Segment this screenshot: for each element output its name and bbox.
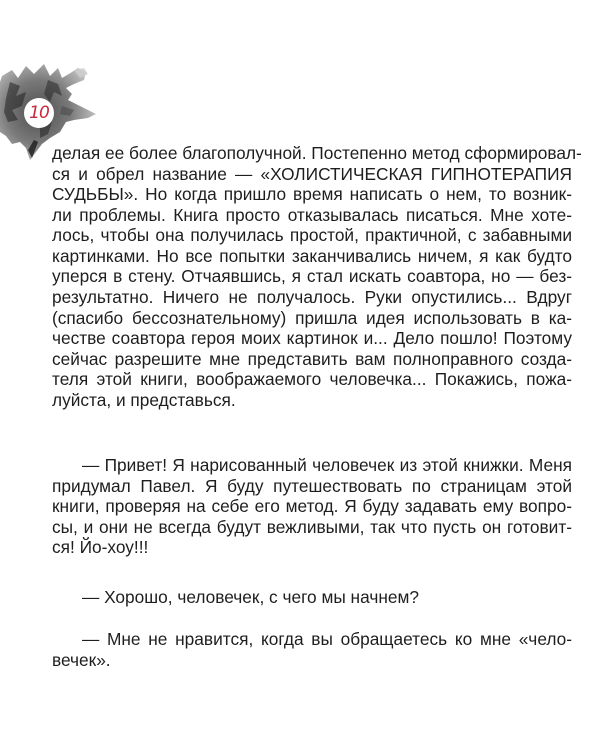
text-line: книги, проверяя на себе его метод. Я буду задавать ему вопро- [52,496,572,516]
page-number: 10 [24,98,54,128]
text-line: результатно. Ничего не получалось. Руки опустились... Вдруг [52,287,572,307]
text-line: картинками. Но все попытки заканчивались ничем, я как будто [52,246,572,266]
text-line: — Привет! Я нарисованный человечек из этой книжки. Меня [82,455,572,475]
text-line: уперся в стену. Отчаявшись, я стал искать соавтора, но — без- [52,266,572,286]
text-line: сы, и они не всегда будут вежливыми, так что пусть он готовит- [52,517,572,537]
text-line: придумал Павел. Я буду путешествовать по страницам этой [52,476,572,496]
text-line: лось, чтобы она получилась простой, практичной, с забавными [52,225,572,245]
text-line: теля этой книги, воображаемого человечка... Покажись, пожа- [52,369,572,389]
text-line: ли проблемы. Книга просто отказывалась писаться. Мне хоте- [52,205,572,225]
text-line: ся! Йо-хоу!!! [52,537,149,557]
text-line: — Хорошо, человечек, с чего мы начнем? [82,587,419,607]
text-line: сейчас разрешите мне представить вам полноправного созда- [52,349,572,369]
text-line: честве соавтора героя моих картинок и... Дело пошло! Поэтому [52,328,572,348]
text-line: делая ее более благополучной. Постепенно метод сформировал- [52,143,582,163]
text-line: луйста, и представься. [52,390,236,410]
text-line: СУДЬБЫ». Но когда пришло время написать о нем, то возник- [52,184,572,204]
text-line: — Мне не нравится, когда вы обращаетесь ко мне «чело- [82,629,572,649]
text-line: (спасибо бессознательному) пришла идея использовать в ка- [52,308,572,328]
text-line: ся и обрел название — «ХОЛИСТИЧЕСКАЯ ГИПНОТЕРАПИЯ [52,164,572,184]
text-line: вечек». [52,650,111,670]
